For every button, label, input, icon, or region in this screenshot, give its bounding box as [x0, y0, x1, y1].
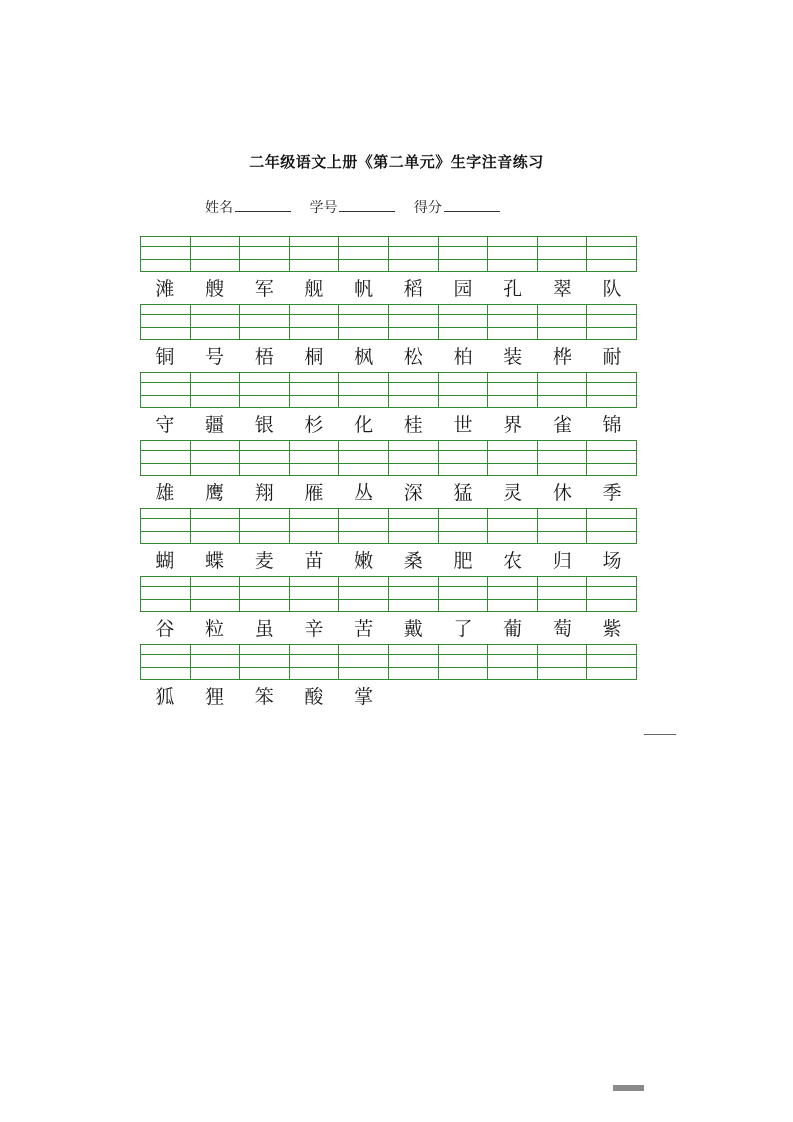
hanzi-character: 肥 [453, 550, 473, 572]
pinyin-cell[interactable] [191, 237, 241, 271]
character-row [140, 684, 637, 710]
hanzi-character: 艘 [205, 278, 225, 300]
hanzi-character: 锦 [602, 414, 622, 436]
hanzi-character: 狸 [205, 686, 225, 708]
hanzi-character: 紫 [602, 618, 622, 640]
name-field [205, 197, 291, 217]
pinyin-grid [140, 644, 637, 680]
hanzi-character: 笨 [254, 686, 274, 708]
hanzi-character: 杉 [304, 414, 324, 436]
hanzi-character: 世 [453, 414, 473, 436]
pinyin-cell[interactable] [439, 577, 489, 611]
hanzi-character: 雁 [304, 482, 324, 504]
practice-row [140, 576, 637, 644]
pinyin-cell[interactable] [439, 645, 489, 679]
pinyin-cell[interactable] [191, 509, 241, 543]
pinyin-cell[interactable] [389, 441, 439, 475]
margin-line [644, 734, 676, 735]
hanzi-character: 装 [503, 346, 523, 368]
hanzi-character: 苦 [354, 618, 374, 640]
hanzi-character: 铜 [155, 346, 175, 368]
pinyin-grid [140, 304, 637, 340]
character-row [140, 616, 637, 642]
pinyin-cell[interactable] [191, 305, 241, 339]
hanzi-character: 辛 [304, 618, 324, 640]
score-blank[interactable] [444, 199, 500, 212]
name-blank[interactable] [235, 199, 291, 212]
character-row [140, 276, 637, 302]
practice-row [140, 644, 637, 712]
pinyin-cell[interactable] [141, 645, 191, 679]
hanzi-character: 园 [453, 278, 473, 300]
pinyin-cell[interactable] [538, 441, 588, 475]
pinyin-cell[interactable] [141, 237, 191, 271]
hanzi-character: 柏 [453, 346, 473, 368]
character-row [140, 548, 637, 574]
practice-row [140, 372, 637, 440]
hanzi-character: 丛 [354, 482, 374, 504]
pinyin-cell[interactable] [141, 373, 191, 407]
hanzi-character: 归 [552, 550, 572, 572]
pinyin-cell[interactable] [488, 509, 538, 543]
hanzi-character: 粒 [205, 618, 225, 640]
pinyin-cell[interactable] [488, 305, 538, 339]
pinyin-cell[interactable] [290, 577, 340, 611]
pinyin-cell[interactable] [389, 373, 439, 407]
pinyin-cell[interactable] [191, 645, 241, 679]
pinyin-cell[interactable] [439, 441, 489, 475]
character-row [140, 344, 637, 370]
pinyin-cell[interactable] [290, 645, 340, 679]
pinyin-cell[interactable] [488, 577, 538, 611]
pinyin-cell[interactable] [240, 373, 290, 407]
hanzi-character: 鹰 [205, 482, 225, 504]
score-label: 得分 [413, 200, 442, 216]
pinyin-practice-sheet [140, 236, 637, 712]
hanzi-character: 梧 [254, 346, 274, 368]
pinyin-cell[interactable] [240, 441, 290, 475]
pinyin-cell[interactable] [389, 237, 439, 271]
pinyin-cell[interactable] [339, 373, 389, 407]
hanzi-character: 酸 [304, 686, 324, 708]
pinyin-cell[interactable] [488, 373, 538, 407]
hanzi-character: 号 [205, 346, 225, 368]
pinyin-cell[interactable] [240, 645, 290, 679]
pinyin-cell[interactable] [290, 305, 340, 339]
pinyin-cell[interactable] [339, 305, 389, 339]
pinyin-cell[interactable] [488, 645, 538, 679]
hanzi-character: 蝶 [205, 550, 225, 572]
hanzi-character: 农 [503, 550, 523, 572]
pinyin-cell[interactable] [240, 509, 290, 543]
pinyin-cell[interactable] [538, 509, 588, 543]
hanzi-character: 桑 [403, 550, 423, 572]
pinyin-cell[interactable] [587, 305, 636, 339]
hanzi-character: 谷 [155, 618, 175, 640]
pinyin-cell[interactable] [339, 237, 389, 271]
page-marker [613, 1085, 644, 1091]
pinyin-cell[interactable] [191, 577, 241, 611]
hanzi-character: 界 [503, 414, 523, 436]
pinyin-grid [140, 508, 637, 544]
pinyin-cell[interactable] [141, 509, 191, 543]
hanzi-character: 桐 [304, 346, 324, 368]
hanzi-character: 雄 [155, 482, 175, 504]
pinyin-cell[interactable] [538, 645, 588, 679]
hanzi-character: 帆 [354, 278, 374, 300]
hanzi-character: 孔 [503, 278, 523, 300]
pinyin-cell[interactable] [141, 441, 191, 475]
page-title: 二年级语文上册《第二单元》生字注音练习 [249, 153, 544, 171]
pinyin-cell[interactable] [339, 509, 389, 543]
hanzi-character: 翔 [254, 482, 274, 504]
character-row [140, 480, 637, 506]
pinyin-cell[interactable] [587, 577, 636, 611]
hanzi-character: 了 [453, 618, 473, 640]
hanzi-character: 松 [403, 346, 423, 368]
hanzi-character: 耐 [602, 346, 622, 368]
pinyin-cell[interactable] [389, 305, 439, 339]
hanzi-character: 戴 [403, 618, 423, 640]
hanzi-character: 桂 [403, 414, 423, 436]
hanzi-character: 狐 [155, 686, 175, 708]
pinyin-grid [140, 236, 637, 272]
hanzi-character: 守 [155, 414, 175, 436]
pinyin-grid [140, 576, 637, 612]
pinyin-cell[interactable] [389, 645, 439, 679]
pinyin-cell[interactable] [439, 373, 489, 407]
practice-row [140, 508, 637, 576]
score-field [414, 197, 500, 217]
pinyin-cell[interactable] [587, 645, 636, 679]
practice-row [140, 440, 637, 508]
hanzi-character: 军 [254, 278, 274, 300]
hanzi-character: 银 [254, 414, 274, 436]
hanzi-character: 翠 [552, 278, 572, 300]
pinyin-cell[interactable] [538, 577, 588, 611]
hanzi-character: 桦 [552, 346, 572, 368]
hanzi-character: 麦 [254, 550, 274, 572]
pinyin-cell[interactable] [439, 305, 489, 339]
pinyin-cell[interactable] [389, 509, 439, 543]
practice-row [140, 304, 637, 372]
hanzi-character: 枫 [354, 346, 374, 368]
pinyin-cell[interactable] [389, 577, 439, 611]
hanzi-character: 萄 [552, 618, 572, 640]
pinyin-cell[interactable] [240, 305, 290, 339]
number-label: 学号 [309, 200, 338, 216]
pinyin-cell[interactable] [587, 509, 636, 543]
hanzi-character: 滩 [155, 278, 175, 300]
number-field [309, 197, 395, 217]
pinyin-cell[interactable] [488, 441, 538, 475]
hanzi-character: 舰 [304, 278, 324, 300]
pinyin-grid [140, 440, 637, 476]
hanzi-character: 蝴 [155, 550, 175, 572]
pinyin-cell[interactable] [141, 577, 191, 611]
pinyin-cell[interactable] [587, 237, 636, 271]
hanzi-character: 队 [602, 278, 622, 300]
hanzi-character: 嫩 [354, 550, 374, 572]
hanzi-character: 化 [354, 414, 374, 436]
pinyin-cell[interactable] [290, 373, 340, 407]
pinyin-cell[interactable] [587, 441, 636, 475]
hanzi-character: 场 [602, 550, 622, 572]
pinyin-cell[interactable] [290, 237, 340, 271]
pinyin-cell[interactable] [240, 577, 290, 611]
pinyin-cell[interactable] [339, 577, 389, 611]
hanzi-character: 季 [602, 482, 622, 504]
pinyin-cell[interactable] [439, 509, 489, 543]
hanzi-character: 猛 [453, 482, 473, 504]
hanzi-character: 休 [552, 482, 572, 504]
pinyin-grid [140, 372, 637, 408]
hanzi-character: 灵 [503, 482, 523, 504]
hanzi-character: 深 [403, 482, 423, 504]
number-blank[interactable] [339, 199, 395, 212]
pinyin-cell[interactable] [538, 237, 588, 271]
pinyin-cell[interactable] [587, 373, 636, 407]
hanzi-character: 苗 [304, 550, 324, 572]
pinyin-cell[interactable] [290, 509, 340, 543]
pinyin-cell[interactable] [439, 237, 489, 271]
pinyin-cell[interactable] [538, 373, 588, 407]
hanzi-character: 葡 [503, 618, 523, 640]
pinyin-cell[interactable] [290, 441, 340, 475]
pinyin-cell[interactable] [141, 305, 191, 339]
hanzi-character: 虽 [254, 618, 274, 640]
pinyin-cell[interactable] [240, 237, 290, 271]
practice-row [140, 236, 637, 304]
name-label: 姓名 [205, 200, 233, 216]
pinyin-cell[interactable] [339, 645, 389, 679]
pinyin-cell[interactable] [191, 373, 241, 407]
pinyin-cell[interactable] [538, 305, 588, 339]
hanzi-character: 稻 [403, 278, 423, 300]
hanzi-character: 雀 [552, 414, 572, 436]
pinyin-cell[interactable] [488, 237, 538, 271]
hanzi-character: 疆 [205, 414, 225, 436]
pinyin-cell[interactable] [339, 441, 389, 475]
hanzi-character: 掌 [354, 686, 374, 708]
character-row [140, 412, 637, 438]
student-info [205, 197, 514, 217]
pinyin-cell[interactable] [191, 441, 241, 475]
